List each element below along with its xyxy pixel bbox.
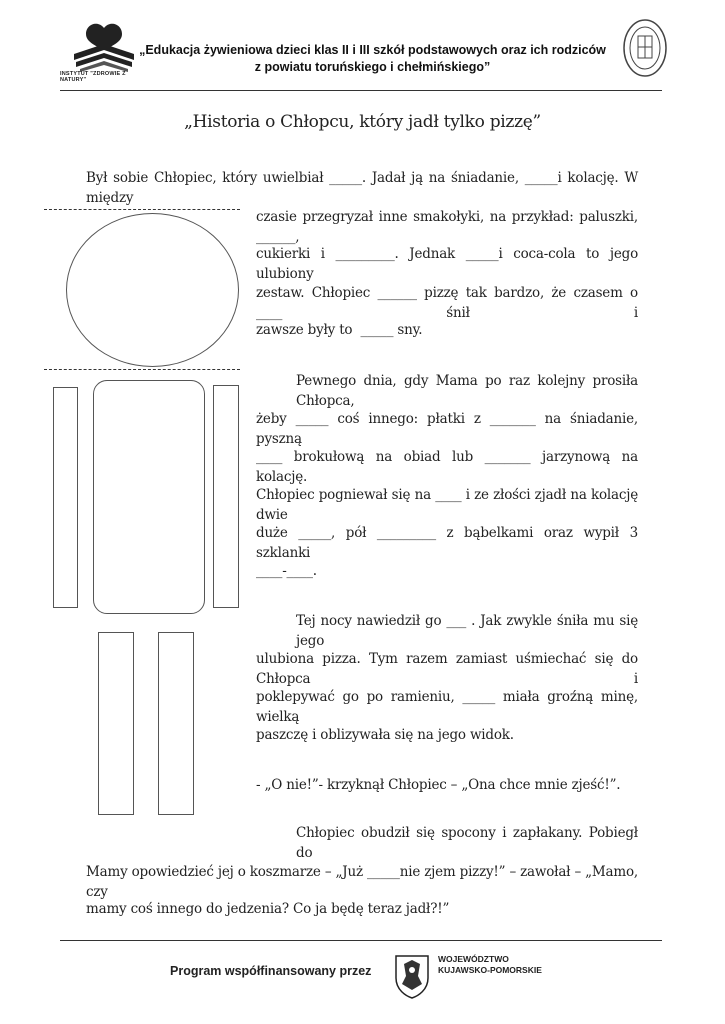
story-line: zawsze były to _____ sny.: [256, 322, 423, 338]
story-line: duże _____, pół _________ z bąbelkami oraz wypił 3 szklanki: [256, 525, 638, 561]
head-bottom-dashed-line: [44, 369, 240, 370]
head-top-dashed-line: [44, 209, 240, 210]
project-title: [120, 42, 625, 76]
left-arm-rect: [53, 387, 78, 608]
head-circle: [66, 213, 239, 367]
story-line: Chłopiec pogniewał się na ____ i ze złości zjadł na kolację dwie: [256, 487, 638, 523]
story-line: ____ brokułową na obiad lub _______ jarzynową na kolację.: [256, 449, 638, 485]
story-title: „Historia o Chłopcu, który jadł tylko pizzę”: [184, 112, 541, 132]
story-line: cukierki i _________. Jednak _____i coca-cola to jego ulubiony: [256, 246, 638, 282]
project-title-line-1: „Edukacja żywieniowa dzieci klas II i III szkół podstawowych oraz ich rodziców: [139, 43, 606, 57]
left-leg-rect: [98, 632, 134, 815]
voivodeship-name: [438, 954, 542, 976]
story-line: Pewnego dnia, gdy Mama po raz kolejny prosiła Chłopca,: [296, 373, 638, 409]
story-line: ____-____.: [256, 563, 317, 579]
story-line: zestaw. Chłopiec ______ pizzę tak bardzo, że czasem o ____ śnił i: [256, 285, 638, 321]
story-line: Mamy opowiedzieć jej o koszmarze – „Już _____nie zjem pizzy!” – zawołał – „Mamo, czy: [86, 864, 638, 900]
cofinanced-by-text: Program współfinansowany przez: [170, 964, 372, 978]
voivodeship-line-2: KUJAWSKO-POMORSKIE: [438, 965, 542, 975]
story-line: - „O nie!”- krzyknął Chłopiec – „Ona chce mnie zjeść!”.: [256, 777, 621, 793]
collegium-medicum-seal: [622, 18, 668, 78]
voivodeship-crest: [392, 950, 432, 1000]
story-line: Tej nocy nawiedził go ___ . Jak zwykle śniła mu się jego: [296, 613, 638, 649]
story-line: ulubiona pizza. Tym razem zamiast uśmiechać się do Chłopca i: [256, 651, 638, 687]
story-line: żeby _____ coś innego: płatki z _______ na śniadanie, pyszną: [256, 411, 638, 447]
right-arm-rect: [213, 385, 239, 608]
story-line: poklepywać go po ramieniu, _____ miała groźną minę, wielką: [256, 689, 638, 725]
story-line: Był sobie Chłopiec, który uwielbiał _____. Jadał ją na śniadanie, _____i kolację. W między: [86, 170, 638, 206]
story-line: mamy coś innego do jedzenia? Co ja będę teraz jadł?!”: [86, 901, 450, 917]
torso-rect: [93, 380, 205, 614]
right-leg-rect: [158, 632, 194, 815]
story-line: paszczę i oblizywała się na jego widok.: [256, 727, 514, 743]
story-line: czasie przegryzał inne smakołyki, na przykład: paluszki, ______,: [256, 209, 638, 245]
institute-logo-caption: INSTYTUT "ZDROWIE Z NATURY": [60, 71, 126, 83]
footer-divider: [60, 940, 662, 941]
header-divider: [60, 90, 662, 91]
voivodeship-line-1: WOJEWÓDZTWO: [438, 954, 509, 964]
project-title-line-2: z powiatu toruńskiego i chełmińskiego”: [254, 60, 491, 74]
story-line: Chłopiec obudził się spocony i zapłakany. Pobiegł do: [296, 825, 638, 861]
